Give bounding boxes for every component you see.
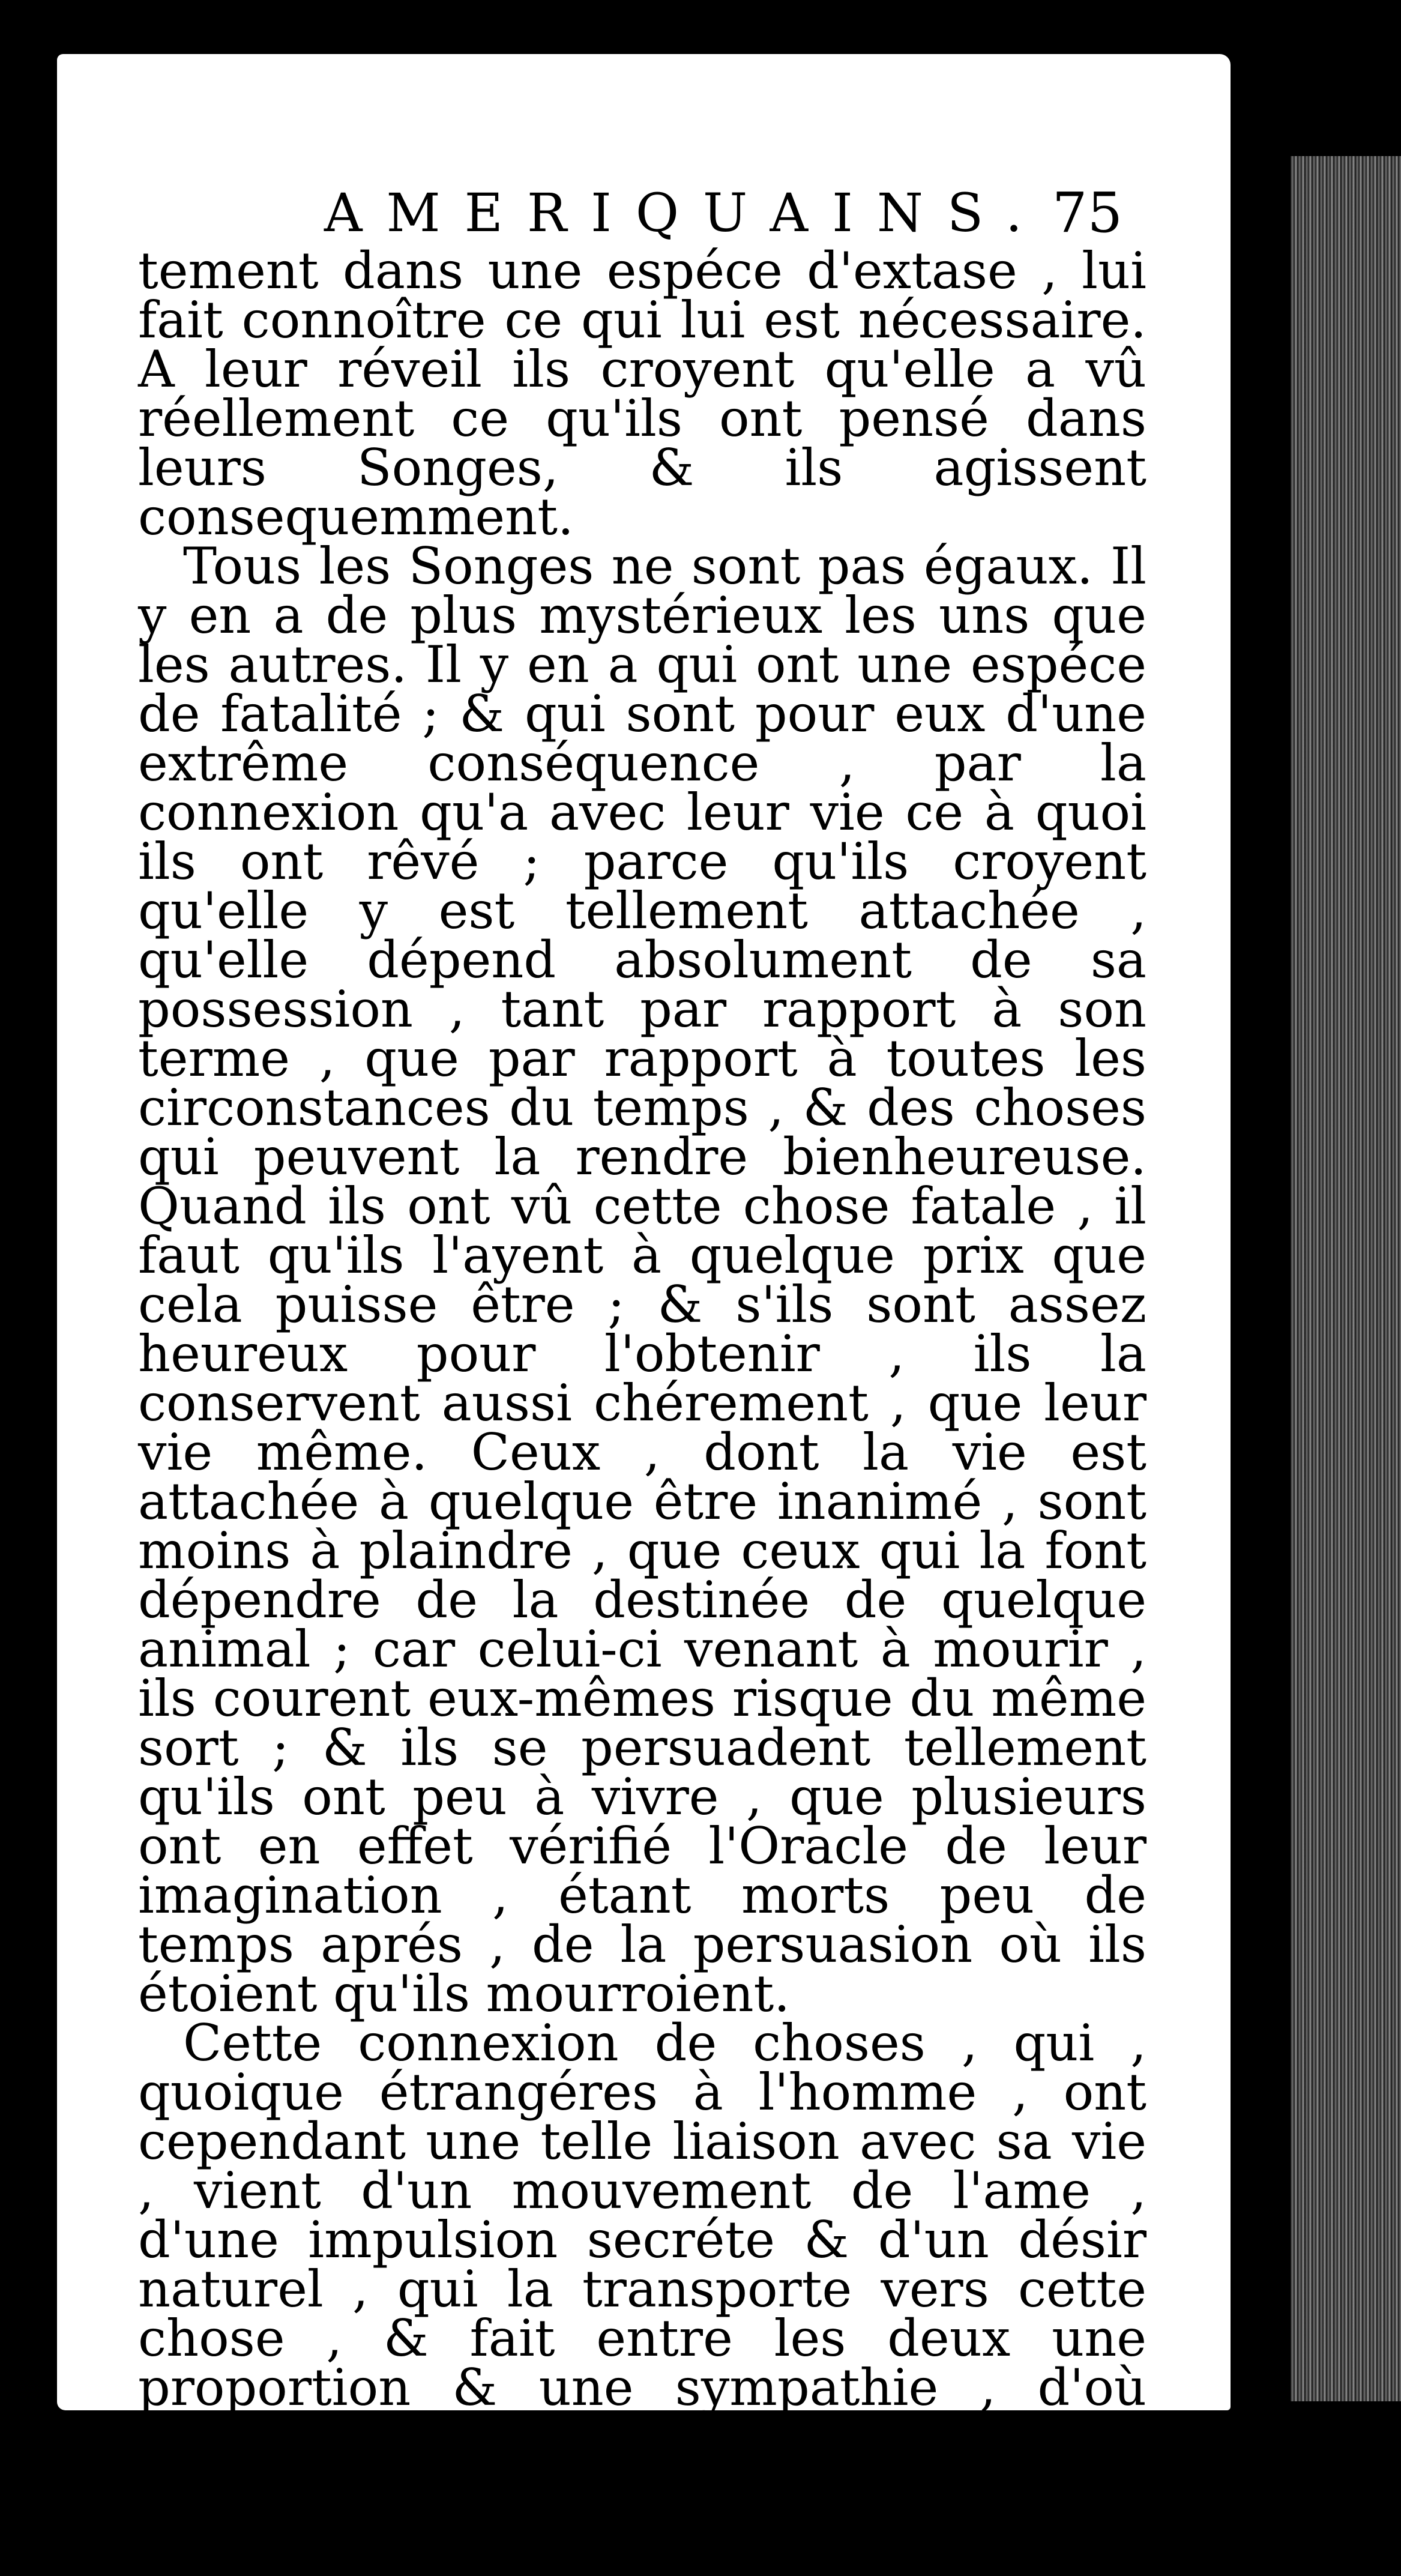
running-head <box>138 180 1146 246</box>
signature-line <box>138 2505 1146 2576</box>
page-number: 75 <box>1052 181 1122 245</box>
page-content <box>138 180 1146 2576</box>
paragraph: tement dans une espéce d'extase , lui fait connoître ce qui lui est nécessaire. A leur réveil ils croyent qu'elle a vû réellement ce qu'ils ont pensé dans leurs Songes, & ils agissent consequemment. <box>138 241 1146 546</box>
running-head-title: AMERIQUAINS. <box>324 182 1046 244</box>
body-text <box>138 241 1146 2515</box>
paragraph: Tous les Songes ne sont pas égaux. Il y en a de plus mystérieux les uns que les autres. Il y en a qui ont une espéce de fatalité ; & qui sont pour eux d'une extrême conséquence , par la connexion qu'a avec leur vie ce à quoi ils ont rêvé ; parce qu'ils croyent qu'elle y est tellement attachée , qu'elle dépend absolument de sa possession , tant par rapport à son terme , que par rapport à toutes les circonstances du temps , & des choses qui peuvent la rendre bienheureuse. Quand ils ont vû cette chose fatale , il faut qu'ils l'ayent à quelque prix que cela puisse être ; & s'ils sont assez heureux pour l'obtenir , ils la conservent aussi chérement , que leur vie même. Ceux , dont la vie est attachée à quelque être inanimé , sont moins à plaindre , que ceux qui la font dépendre de la destinée de quelque animal ; car celui-ci venant à mourir , ils courent eux-mêmes risque du même sort ; & ils se persuadent tellement qu'ils ont peu à vivre , que plusieurs ont en effet vérifié l'Oracle de leur imagination , étant morts peu de temps aprés , de la persuasion où ils étoient qu'ils mourroient. <box>138 537 1146 2023</box>
signature-mark: D 2 <box>903 2505 1019 2576</box>
book-fore-edge <box>1291 156 1401 2401</box>
book-page <box>57 54 1231 2576</box>
paragraph: Cette connexion de choses , qui , quoique étrangéres à l'homme , ont cependant une telle liaison avec sa vie , vient d'un mouvement de l'ame , d'une impulsion secréte & d'un désir naturel , qui la transporte vers cette chose , & fait entre les deux une proportion & une sympathie , d'où dépend , ou la tranquillité dans sa possession , ou une inquiétu- <box>138 2013 1146 2515</box>
